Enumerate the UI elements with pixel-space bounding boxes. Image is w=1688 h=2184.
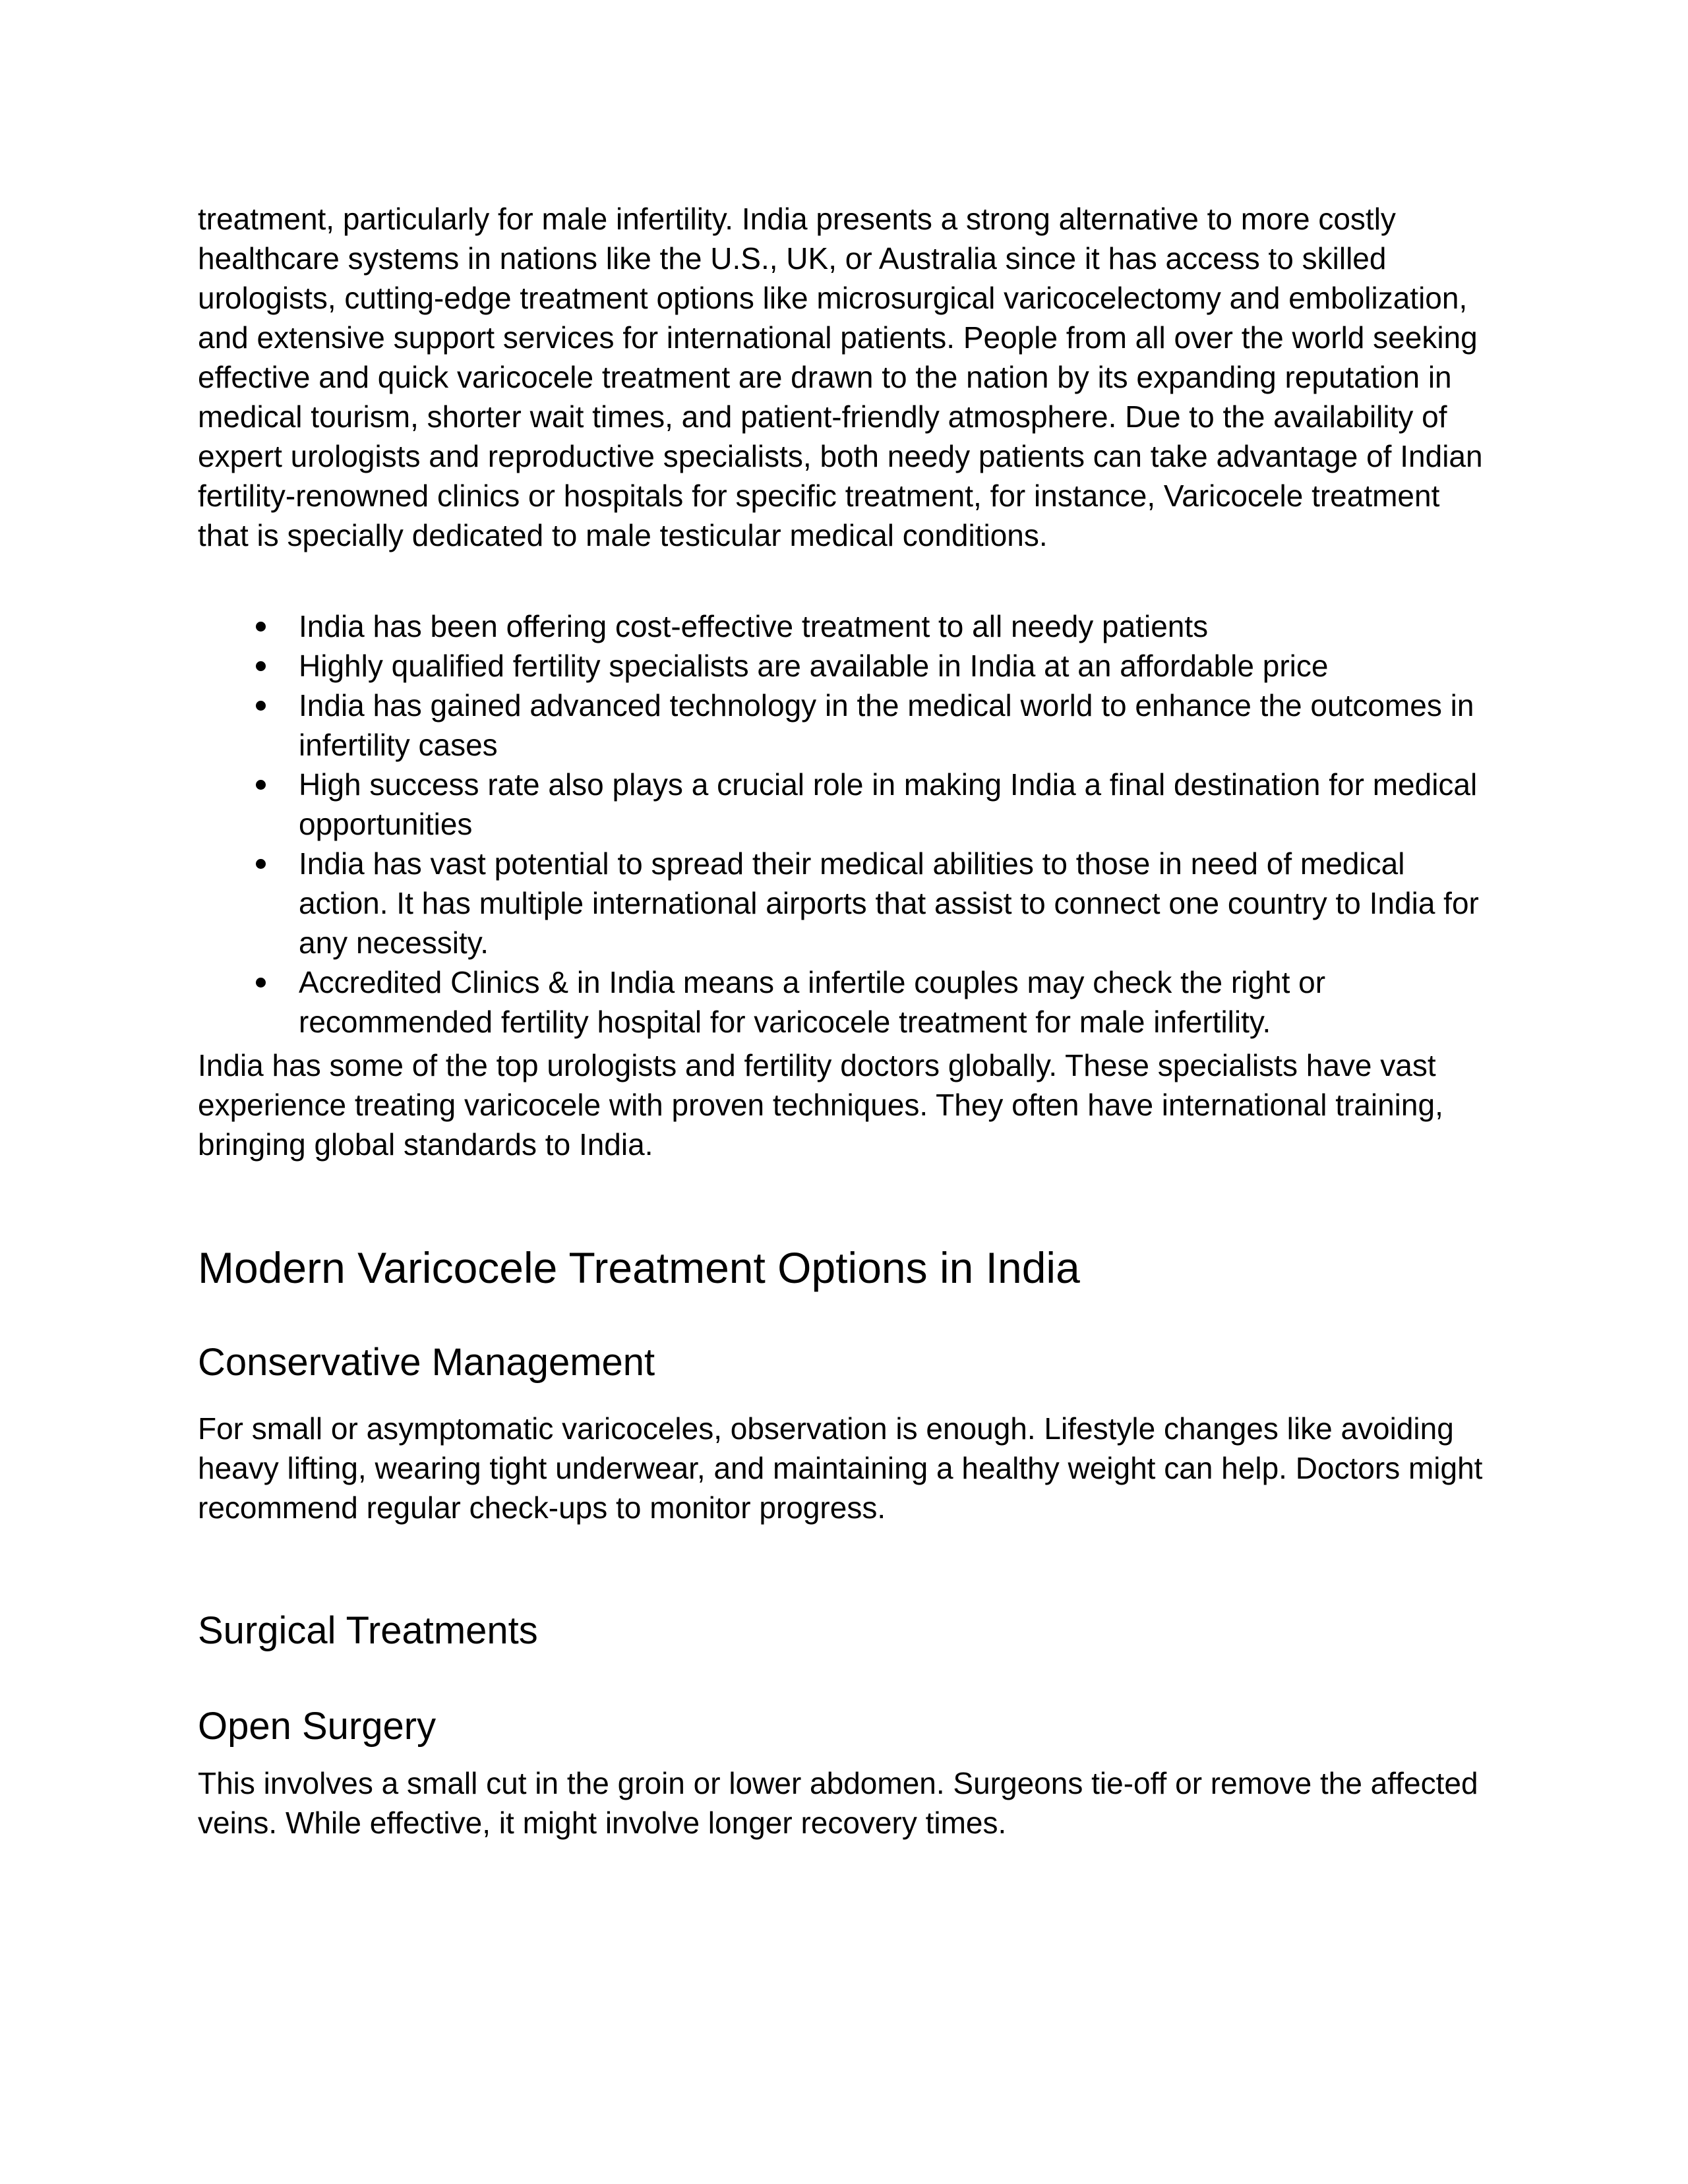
heading-conservative-management: Conservative Management — [198, 1341, 655, 1384]
intro-paragraph: treatment, particularly for male infertility. India presents a strong alternative to more costly healthcare systems in nations like the U.S., UK, or Australia since it has access to skilled urologists, cutting-edge treatment options like microsurgical varicocelectomy and embolization, and extensive support services for international patients. People from all over the world seeking effective and quick varicocele treatment are drawn to the nation by its expanding reputation in medical tourism, shorter wait times, and patient-friendly atmosphere. Due to the availability of expert urologists and reproductive specialists, both needy patients can take advantage of Indian fertility-renowned clinics or hospitals for specific treatment, for instance, Varicocele treatment that is specially dedicated to male testicular medical conditions. — [198, 202, 1483, 552]
list-item: India has vast potential to spread their medical abilities to those in need of medical action. It has multiple international airports that assist to connect one country to India for any necessity. — [299, 844, 1490, 962]
list-item: India has gained advanced technology in the medical world to enhance the outcomes in infertility cases — [299, 686, 1490, 765]
open-surgery-paragraph: This involves a small cut in the groin or lower abdomen. Surgeons tie-off or remove the affected veins. While effective, it might involve longer recovery times. — [198, 1766, 1478, 1840]
heading-modern-treatment-options: Modern Varicocele Treatment Options in India — [198, 1243, 1080, 1292]
list-item: Accredited Clinics & in India means a infertile couples may check the right or recommended fertility hospital for varicocele treatment for male infertility. — [299, 962, 1490, 1042]
heading-open-surgery: Open Surgery — [198, 1705, 437, 1748]
document-content — [198, 199, 1490, 1843]
conservative-management-paragraph: For small or asymptomatic varicoceles, observation is enough. Lifestyle changes like avoiding heavy lifting, wearing tight underwear, and maintaining a healthy weight can help. Doctors might recommend regular check-ups to monitor progress. — [198, 1411, 1483, 1525]
list-item: High success rate also plays a crucial role in making India a final destination for medical opportunities — [299, 765, 1490, 844]
benefits-list — [198, 606, 1490, 1042]
list-item: India has been offering cost-effective treatment to all needy patients — [299, 606, 1490, 646]
list-item: Highly qualified fertility specialists are available in India at an affordable price — [299, 646, 1490, 686]
specialists-paragraph: India has some of the top urologists and fertility doctors globally. These specialists have vast experience treating varicocele with proven techniques. They often have international training, bringing global standards to India. — [198, 1048, 1443, 1162]
heading-surgical-treatments: Surgical Treatments — [198, 1609, 538, 1652]
